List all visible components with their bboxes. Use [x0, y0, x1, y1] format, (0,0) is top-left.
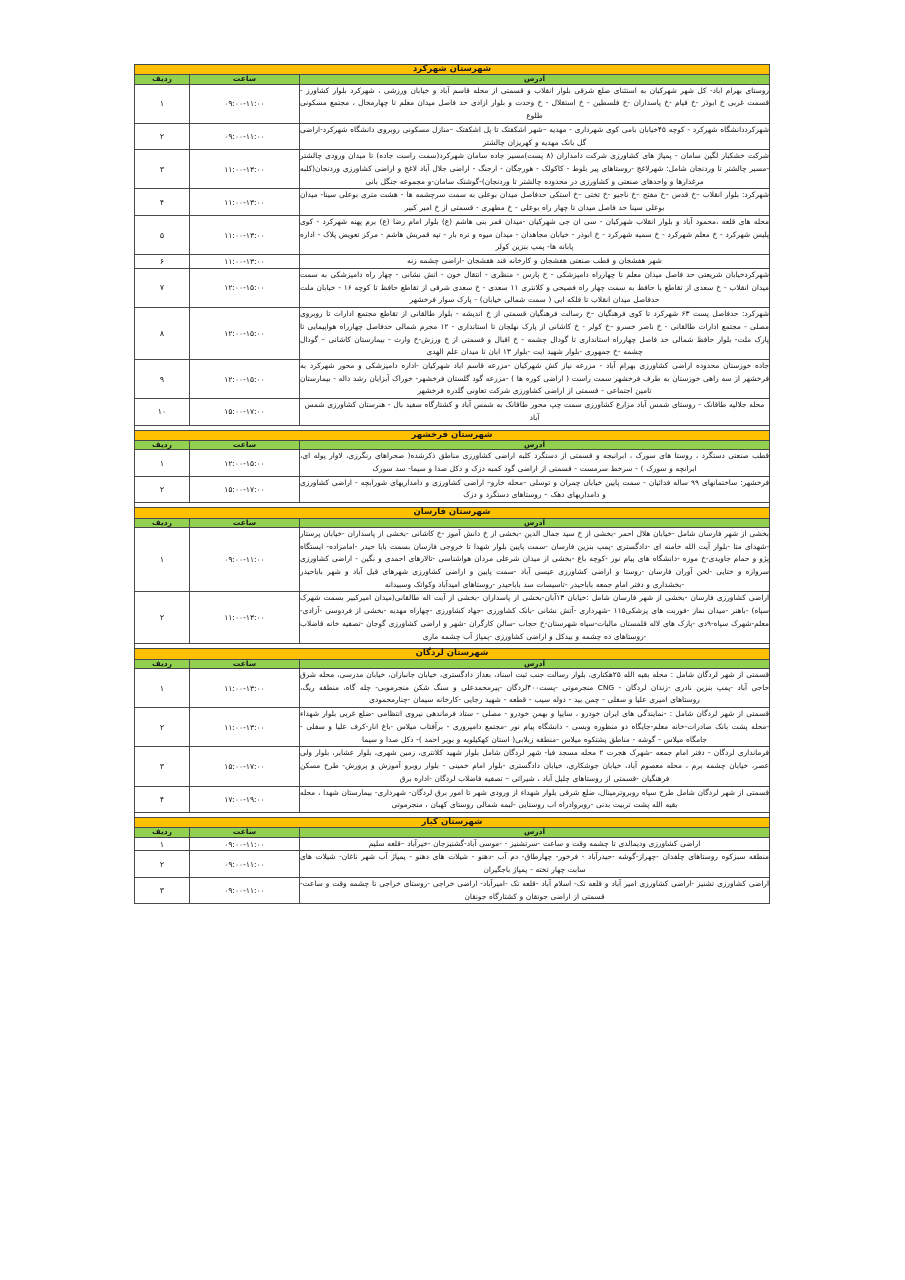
time-cell: ۱۲:۰۰-۱۵:۰۰ [190, 450, 300, 476]
address-cell: محله های قلعه ،محمود آباد و بلوار انقلاب شهرکیان - سی ان جی شهرکیان -میدان قمر بنی هاشم (ع) بلوار امام رضا (ع) برم پهنه شهرکرد - کوی پلیس شهرکرد - خ معلم شهرکرد - خ سمیه شهرکرد - خ ابوذر - خیابان مجاهدان - میدان میوه و تره بار - تپه قمریش هاشم - مرکز تعویض پلاک - اداره پابانه ها- پمپ بنزین کولر [300, 215, 770, 254]
table-row [134, 123, 769, 149]
column-header-time: ساعت [190, 828, 300, 837]
address-cell: فرخشهر: ساختمانهای ۹۹ ساله فدائیان - سمت پایین خیابان چمران و توسلی –محله خارو– اراضی کشاورزی و دامداریهای شورابچه - اراضی کشاورزی و دامداریهای دهک – روستاهای دستگرد و دزک [300, 476, 770, 502]
row-number-cell: ۱ [134, 450, 189, 476]
time-cell: ۱۱:۰۰-۱۳:۰۰ [190, 708, 300, 747]
table-row [134, 450, 769, 476]
time-cell: ۰۹:۰۰-۱۱:۰۰ [190, 527, 300, 592]
row-number-cell: ۳ [134, 150, 189, 189]
table-row [134, 215, 769, 254]
row-number-cell: ۱ [134, 669, 189, 708]
address-cell: بخشی از شهر فارسان شامل -خیابان هلال احمر -بخشی از خ سید جمال الدین -بخشی از خ دانش آموز -خ کاشانی -بخشی از پاسداران -خیابان پرستار -شهدای متا -بلوار آیت الله خامنه ای -دادگستری -پمپ بنزین فارسان -سمت پایین بلوار شهدا تا خروجی فارسان بسمت بابا حیدر -امامزاده- ایستگاه پژو و حمام جاویدی-خ موزه -دانشگاه های پیام نور -کوچه باغ -بخشی از میدان شرعلی مردان هواشناسی -تالارهای احمدی و نگین - اراضی کشاورزی سروازه و ختایی -لحن آوران فارسان -روستا و اراضی کشاورزی عیسی آباد -سمت پایین و اراضی کشاورزی شهرهای قبل آباد و شهر باباحیدر -بخشداری و دفتر امام جمعه باباحیدر -تاسیسات سد باباحیدر -روستاهای امیدآباد وکواتک وسبیدانه [300, 527, 770, 592]
address-cell: شهرکرددانشگاه شهرکرد - کوچه ۴۵خیابان بامی کوی شهرداری - مهدیه –شهر اشکفتک تا پل اشکفتک –منازل مسکونی روبروی دانشگاه شهرکرد-اراضی گل بانک مهدیه و کهریزان چالشتر [300, 123, 770, 149]
address-cell: شهرکرد: حدفاصل پست ۶۳ شهرکرد تا کوی فرهنگیان –خ رسالت فرهنگیان قسمتی از خ اندیشه - بلوار طالقانی از تقاطع مجتمع ادارات تا روبروی مصلی - مجتمع ادارات طالقانی - خ ناصر خسرو –خ کولر - خ کاشانی از پارک نهلجان تا استانداری - ۱۲ محرم شمالی حدفاصل چهارراه هواپیمایی تا پارک ملت- بلوار حافظ شمالی حد فاصل چهارراه استانداری تا گودال چشمه - خ اقبال و قسمتی از خ ورزش-خ وارث - بیمارستان کاشانی – گودال چشمه -خ جمهوری -بلوار شهید ایت -بلوار ۱۳ ابان تا میدان علم الهدی [300, 308, 770, 360]
row-number-cell: ۱ [134, 527, 189, 592]
table-row [134, 527, 769, 592]
time-cell: ۱۵:۰۰-۱۷:۰۰ [190, 747, 300, 786]
row-number-cell: ۴ [134, 189, 189, 215]
row-number-cell: ۱ [134, 837, 189, 851]
city-header-row [134, 430, 769, 440]
table-row [134, 747, 769, 786]
time-cell: ۱۱:۰۰-۱۳:۰۰ [190, 255, 300, 269]
column-header-address: آدرس [300, 659, 770, 668]
address-cell: شرکت خشکبار لگین سامان - پمپاژ های کشاورزی شرکت دامداران (۸ پست)مسیر جاده سامان شهرکرد(سمت راست جاده) تا میدان ورودی چالشتر -مسیر چالشتر تا وردنجان شامل: شهرلاغج -روستاهای پیر بلوط - کاکولک - هورجگان - ارجنگ - اراضی جلال آباد لاغج و اراضی کشاورزی وردنجان(کلبه مرغدارها و واحدهای صنعتی و کشاورزی در محدوده چالشتر تا وردنجان)-گوشتک سامان-و مجموعه جنگل بانی [300, 150, 770, 189]
column-header-address: آدرس [300, 828, 770, 837]
column-header-time: ساعت [190, 75, 300, 84]
column-header-row-number: ردیف [134, 659, 189, 668]
table-row [134, 399, 769, 425]
time-cell: ۰۹:۰۰-۱۱:۰۰ [190, 837, 300, 851]
address-cell: اراضی کشاورزی تشنیز -اراضی کشاورزی امیر آباد و قلعه تک- اسلام آباد -قلعه تک -امیرآباد- اراضی خراجی -روستای خراجی تا چشمه وقت و ساعت- قسمتی از اراضی جونقان و کشتارگاه جونقان [300, 877, 770, 903]
address-cell: قسمتی از شهر لردگان شامل طرح سپاه روبروترمینال، ضلع شرقی بلوار شهداء از ورودی شهر تا امور برق لردگان- شهرداری- بیمارستان شهدا ، محله بقیه الله پشت تربیت بدنی -روبروادراه اب روستایی -لبمه شمالی روستای کهبان ، منجرموتی [300, 786, 770, 812]
column-header-row [134, 518, 769, 527]
time-cell: ۱۱:۰۰-۱۳:۰۰ [190, 150, 300, 189]
address-cell: شهر هفشجان و قطب صنعتی هفشجان و کارخانه قند هفشجان -اراضی چشمه زنه [300, 255, 770, 269]
address-cell: شهرکرد: بلوار انقلاب –خ قدس –خ مفتح –خ ناجیو -خ تختی –خ استکی حدفاصل میدان بوعلی به سمت سرچشمه ها - هشت متری بوعلی سینا- میدان بوعلی سینا حد فاصل میدان تا چهار راه بوعلی - خ مطهری - قسمتی از خ امیر کبیر [300, 189, 770, 215]
column-header-time: ساعت [190, 441, 300, 450]
schedule-table [134, 64, 770, 904]
table-row [134, 189, 769, 215]
time-cell: ۰۹:۰۰-۱۱:۰۰ [190, 851, 300, 877]
table-row [134, 837, 769, 851]
address-cell: اراضی کشاورزی فارسان -بخشی از شهر فارسان شامل :خیابان ۱۳آبان-بخشی از پاسداران -بخشی از آبت اله طالقانی(میدان امیرکبیر بسمت شهرک سپاه) -باهنر -میدان نماز -فوربت های پزشکی۱۱۵ -شهرداری -آتش نشانی -بانک کشاورزی -جهاد کشاورزی -چهاراه مهدیه -بخشی از فردوسی -آزادی-معلم-شهرک سپاه-۹دی -پارک های لاله قلمستان مالیات-سپاه شهرستان-خ حجاب -سالن کارگران -شهر و اراضی کشاورزی گوجان -تصفیه خانه قاضلاب -روستاهای ده چشمه و بیدکل و اراضی کشاورزی -پمپاژ آب چشمه ماری [300, 592, 770, 644]
row-number-cell: ۶ [134, 255, 189, 269]
column-header-row-number: ردیف [134, 75, 189, 84]
time-cell: ۱۲:۰۰-۱۵:۰۰ [190, 360, 300, 399]
time-cell: ۱۷:۰۰-۱۹:۰۰ [190, 786, 300, 812]
table-row [134, 150, 769, 189]
table-row [134, 851, 769, 877]
row-number-cell: ۲ [134, 851, 189, 877]
column-header-address: آدرس [300, 441, 770, 450]
time-cell: ۱۲:۰۰-۱۵:۰۰ [190, 308, 300, 360]
column-header-row [134, 441, 769, 450]
row-number-cell: ۳ [134, 747, 189, 786]
table-row [134, 592, 769, 644]
address-cell: اراضی کشاورزی ودیمالدی تا چشمه وقت و ساعت -سرتشنیز - -موسی آباد-گشنیزجان -خیرآباد –قلعه سلیم [300, 837, 770, 851]
time-cell: ۰۹:۰۰-۱۱:۰۰ [190, 877, 300, 903]
address-cell: محله جلالیه طاقانک - روستای شمس آباد مزارع کشاورزی سمت چپ محور طاقانک به شمس آباد و کشتارگاه سفید بال - هنرستان کشاورزی شمس آباد [300, 399, 770, 425]
city-header-row [134, 508, 769, 518]
time-cell: ۱۱:۰۰-۱۳:۰۰ [190, 189, 300, 215]
column-header-row-number: ردیف [134, 518, 189, 527]
table-row [134, 268, 769, 307]
time-cell: ۱۵:۰۰-۱۷:۰۰ [190, 476, 300, 502]
city-title: شهرستان فارسان [134, 508, 769, 518]
column-header-time: ساعت [190, 518, 300, 527]
column-header-address: آدرس [300, 75, 770, 84]
table-row [134, 476, 769, 502]
row-number-cell: ۲ [134, 476, 189, 502]
table-row [134, 786, 769, 812]
row-number-cell: ۲ [134, 123, 189, 149]
column-header-row-number: ردیف [134, 441, 189, 450]
city-header-row [134, 818, 769, 828]
table-row [134, 360, 769, 399]
time-cell: ۱۱:۰۰-۱۳:۰۰ [190, 669, 300, 708]
table-row [134, 84, 769, 123]
city-title: شهرستان کیار [134, 818, 769, 828]
column-header-address: آدرس [300, 518, 770, 527]
address-cell: شهرکردخیابان شریعتی حد فاصل میدان معلم تا چهارراه دامپزشکی - خ پارس - منظری - انتقال خون - اتش نشانی - چهار راه دامپزشکی به سمت میدان انقلاب - خ سعدی از تقاطع با حافظ به سمت چهار راه فصیحی و کلانتری ۱۱ سعدی - خ سعدی شرقی از تقاطع حافظ تا کوچه ۱۶ - خیابان ملت حدفاصل میدان انقلاب تا فلکه ابی ( سمت شمالی خیابان) - پارک سوار فرخشهر [300, 268, 770, 307]
row-number-cell: ۸ [134, 308, 189, 360]
row-number-cell: ۳ [134, 877, 189, 903]
table-row [134, 877, 769, 903]
address-cell: جاده خوزستان محدوده اراضی کشاورزی بهرام آباد - مزرعه نیاز کش شهرکیان -مزرعه قاسم اباد شهرکیان -اداره دامپزشکی و محور شهرکرد به فرخشهر از سه راهی خوزستان به طرف فرخشهر سمت راست ( اراضی کوره ها ) -مزرعه گود گلستان فرخشهر- خوراک آبزایان رشد داله - بیمارستان تامین اجتماعی - قسمتی از اراضی کشاورزی شرکت تعاونی گلدره فرخشهر [300, 360, 770, 399]
address-cell: منطقه سبزکوه روستاهای چلفدان -چهراز-گوشه -حیدرآباد - فرخور- چهارطاق- دم آب -دهنو - شیلات های دهنو - پمپاژ آب شهر ناغان- شیلات های سابت چهار تخته - پمپاژ باجگیران [300, 851, 770, 877]
time-cell: ۱۲:۰۰-۱۵:۰۰ [190, 268, 300, 307]
time-cell: ۱۱:۰۰-۱۳:۰۰ [190, 592, 300, 644]
column-header-time: ساعت [190, 659, 300, 668]
address-cell: قسمتی از شهر لردگان شامل : محله بقیه الله ۲۵هکتاری، بلوار رسالت جنب ثبت اسناد، بعداز دادگستری، خیابان جانبازان، خیابان مدرسی، محله شرق حاجی آباد -پمپ بنزین نادری -زندان لردگان - CNG منجرموتی -پست۴۰۰لردگان -پیرمحمدعلی و سنگ شکن منجرموبی- چله گاه، منطقه ریگ، روستاهای امیری علیا و سفلی - چمن بید - دوله سیب - قطعه - شهید رجایی -کارخانه سیمان -چنارمحمودی [300, 669, 770, 708]
column-header-row [134, 75, 769, 84]
column-header-row [134, 828, 769, 837]
time-cell: ۱۱:۰۰-۱۳:۰۰ [190, 215, 300, 254]
table-row [134, 255, 769, 269]
city-title: شهرستان لردگان [134, 649, 769, 659]
table-row [134, 708, 769, 747]
row-number-cell: ۱۰ [134, 399, 189, 425]
outage-schedule-sheet [135, 64, 770, 904]
address-cell: قسمتی از شهر لردگان شامل : -نمایندگی های ایران خودرو ، سایپا و بهمن خودرو - مصلی - ستاد فرماندهی نیروی انتظامی -ضلع غربی بلوار شهداء -محله پشت بانک صادرات-خانه معلم-جایگاه دو منظوره وبسی - دانشگاه پیام نور -مجتمع دامپروری - برآفتاب میلاس -باغ انار-کرف علیا و سفلی - جامگاه میلاس - گوشه - مناطق پشتکوه میلاس -منطقه زبلابی( استان کهکیلویه و بویر احمد )- دکل صدا و سیما [300, 708, 770, 747]
table-row [134, 308, 769, 360]
time-cell: ۱۵:۰۰-۱۷:۰۰ [190, 399, 300, 425]
row-number-cell: ۴ [134, 786, 189, 812]
time-cell: ۰۹:۰۰-۱۱:۰۰ [190, 123, 300, 149]
address-cell: روستای بهرام اباد- کل شهر شهرکیان به استثنای ضلع شرقی بلوار انقلاب و قسمتی از محله قاسم آباد و خیابان ورزشی ، شهرکرد بلوار کشاورز - قسمت غربی خ ابوذر -خ قیام -خ پاسداران -خ فلسطین - خ استقلال - خ وحدت و بلوار ازادی حد فاصل میدان معلم تا چهارمحال ، مجتمع مسکونی طلوع [300, 84, 770, 123]
column-header-row [134, 659, 769, 668]
row-number-cell: ۱ [134, 84, 189, 123]
city-header-row [134, 65, 769, 75]
city-title: شهرستان شهرکرد [134, 65, 769, 75]
time-cell: ۰۹:۰۰-۱۱:۰۰ [190, 84, 300, 123]
city-header-row [134, 649, 769, 659]
row-number-cell: ۹ [134, 360, 189, 399]
row-number-cell: ۲ [134, 592, 189, 644]
column-header-row-number: ردیف [134, 828, 189, 837]
row-number-cell: ۵ [134, 215, 189, 254]
city-title: شهرستان فرخشهر [134, 430, 769, 440]
address-cell: قطب صنعتی دستگرد ، روستا های سورک ، ابرانبجه و قسمتی از دستگرد کلبه اراضی کشاورزی مناطق ذکرشده( صحراهای رنگرزی، لاوار پوله ای، ابرانچه و سورک ) - سرخط سرمست - قسمتی از اراضی گود کمبه دزک و دکل صدا و سیما- سد سورک [300, 450, 770, 476]
row-number-cell: ۷ [134, 268, 189, 307]
table-row [134, 669, 769, 708]
row-number-cell: ۲ [134, 708, 189, 747]
address-cell: فرمانداری لردگان - دفتر امام جمعه -شهرک هجرت ۲ محله مسجد فبا- شهر لردگان شامل بلوار شهید کلانتری، زمین شهری، بلوار عشایر، بلوار ولی عصر، خیابان چشمه برم ، محله معصوم آباد، خیابان جوشکاری، خیابان دادگستری -بلوار امام خمینی - بلوار روبرو آموزش و پرورش- طرح مسکن فرهنگیان -قسمتی از روستاهای چلیل آباد ، شیراثی – تصفیه فاضلاب لردگان -اداره برق [300, 747, 770, 786]
